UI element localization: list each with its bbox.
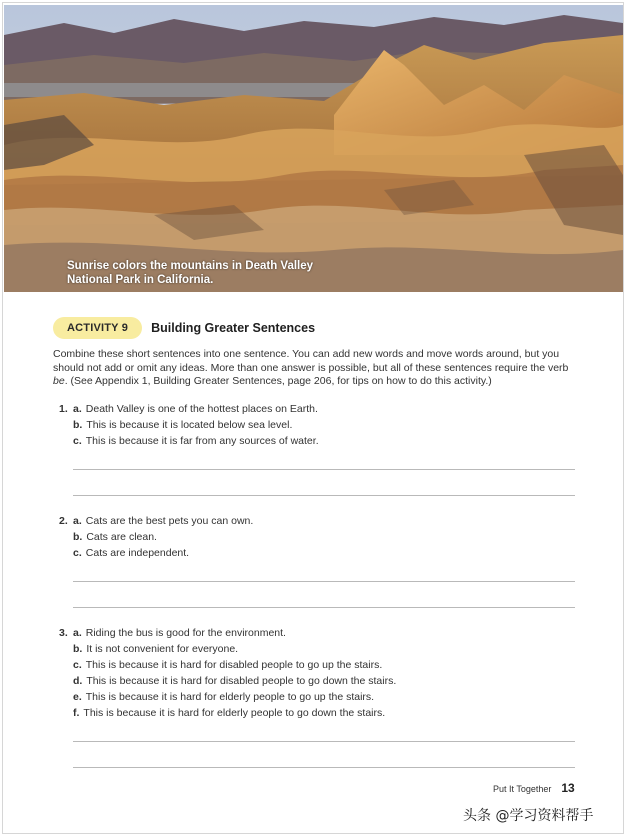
instructions-part-2: . (See Appendix 1, Building Greater Sentences, page 206, for tips on how to do this activity.) bbox=[64, 375, 492, 387]
question-number: 2. bbox=[59, 515, 68, 527]
question-item bbox=[73, 403, 318, 415]
answer-line[interactable] bbox=[73, 495, 575, 496]
instructions-part-1: Combine these short sentences into one sentence. You can add new words and move words around, but you should not add or omit any ideas. More than one answer is possible, but all of these sentences require the verb bbox=[53, 348, 569, 374]
question-item bbox=[73, 419, 292, 431]
item-letter: c. bbox=[73, 659, 82, 671]
item-text: This is because it is hard for elderly people to go down the stairs. bbox=[83, 707, 386, 719]
question-item bbox=[73, 531, 157, 543]
answer-line[interactable] bbox=[73, 581, 575, 582]
question-item bbox=[73, 691, 374, 703]
answer-line[interactable] bbox=[73, 469, 575, 470]
item-text: This is because it is hard for elderly people to go up the stairs. bbox=[85, 691, 375, 703]
death-valley-photo bbox=[4, 5, 623, 292]
item-letter: c. bbox=[73, 435, 82, 447]
question-item bbox=[73, 675, 396, 687]
question-item bbox=[73, 627, 286, 639]
watermark: 头条 @学习资料帮手 bbox=[463, 808, 594, 824]
activity-header bbox=[53, 317, 315, 339]
activity-badge: ACTIVITY 9 bbox=[53, 317, 142, 339]
activity-title: Building Greater Sentences bbox=[151, 321, 316, 335]
item-letter: b. bbox=[73, 643, 83, 655]
question-item bbox=[73, 515, 253, 527]
caption-line-1: Sunrise colors the mountains in Death Valley bbox=[67, 260, 314, 272]
instructions bbox=[53, 348, 573, 389]
item-letter: b. bbox=[73, 419, 83, 431]
footer-section: Put It Together bbox=[493, 784, 552, 794]
item-text: This is because it is hard for disabled people to go down the stairs. bbox=[86, 675, 397, 687]
item-text: Cats are clean. bbox=[86, 531, 157, 543]
instructions-verb: be bbox=[53, 375, 65, 387]
page-number: 13 bbox=[561, 781, 575, 795]
item-text: This is because it is far from any sources of water. bbox=[85, 435, 319, 447]
caption-line-2: National Park in California. bbox=[67, 274, 214, 286]
answer-line[interactable] bbox=[73, 767, 575, 768]
question-number: 1. bbox=[59, 403, 68, 415]
page-footer bbox=[493, 781, 575, 795]
question-item bbox=[73, 643, 238, 655]
item-letter: f. bbox=[73, 707, 80, 719]
answer-line[interactable] bbox=[73, 607, 575, 608]
question-item bbox=[73, 547, 189, 559]
item-letter: a. bbox=[73, 403, 82, 415]
item-letter: d. bbox=[73, 675, 83, 687]
item-text: It is not convenient for everyone. bbox=[86, 643, 239, 655]
item-text: Riding the bus is good for the environment. bbox=[85, 627, 286, 639]
question-item bbox=[73, 707, 385, 719]
item-text: Death Valley is one of the hottest places on Earth. bbox=[85, 403, 318, 415]
question-item bbox=[73, 435, 319, 447]
item-text: This is because it is located below sea level. bbox=[86, 419, 293, 431]
question-item bbox=[73, 659, 382, 671]
item-text: This is because it is hard for disabled people to go up the stairs. bbox=[85, 659, 383, 671]
item-letter: b. bbox=[73, 531, 83, 543]
answer-line[interactable] bbox=[73, 741, 575, 742]
item-text: Cats are independent. bbox=[85, 547, 190, 559]
item-letter: e. bbox=[73, 691, 82, 703]
item-text: Cats are the best pets you can own. bbox=[85, 515, 254, 527]
landscape-image bbox=[4, 5, 623, 292]
item-letter: a. bbox=[73, 515, 82, 527]
question-number: 3. bbox=[59, 627, 68, 639]
item-letter: c. bbox=[73, 547, 82, 559]
item-letter: a. bbox=[73, 627, 82, 639]
photo-caption bbox=[67, 259, 367, 287]
